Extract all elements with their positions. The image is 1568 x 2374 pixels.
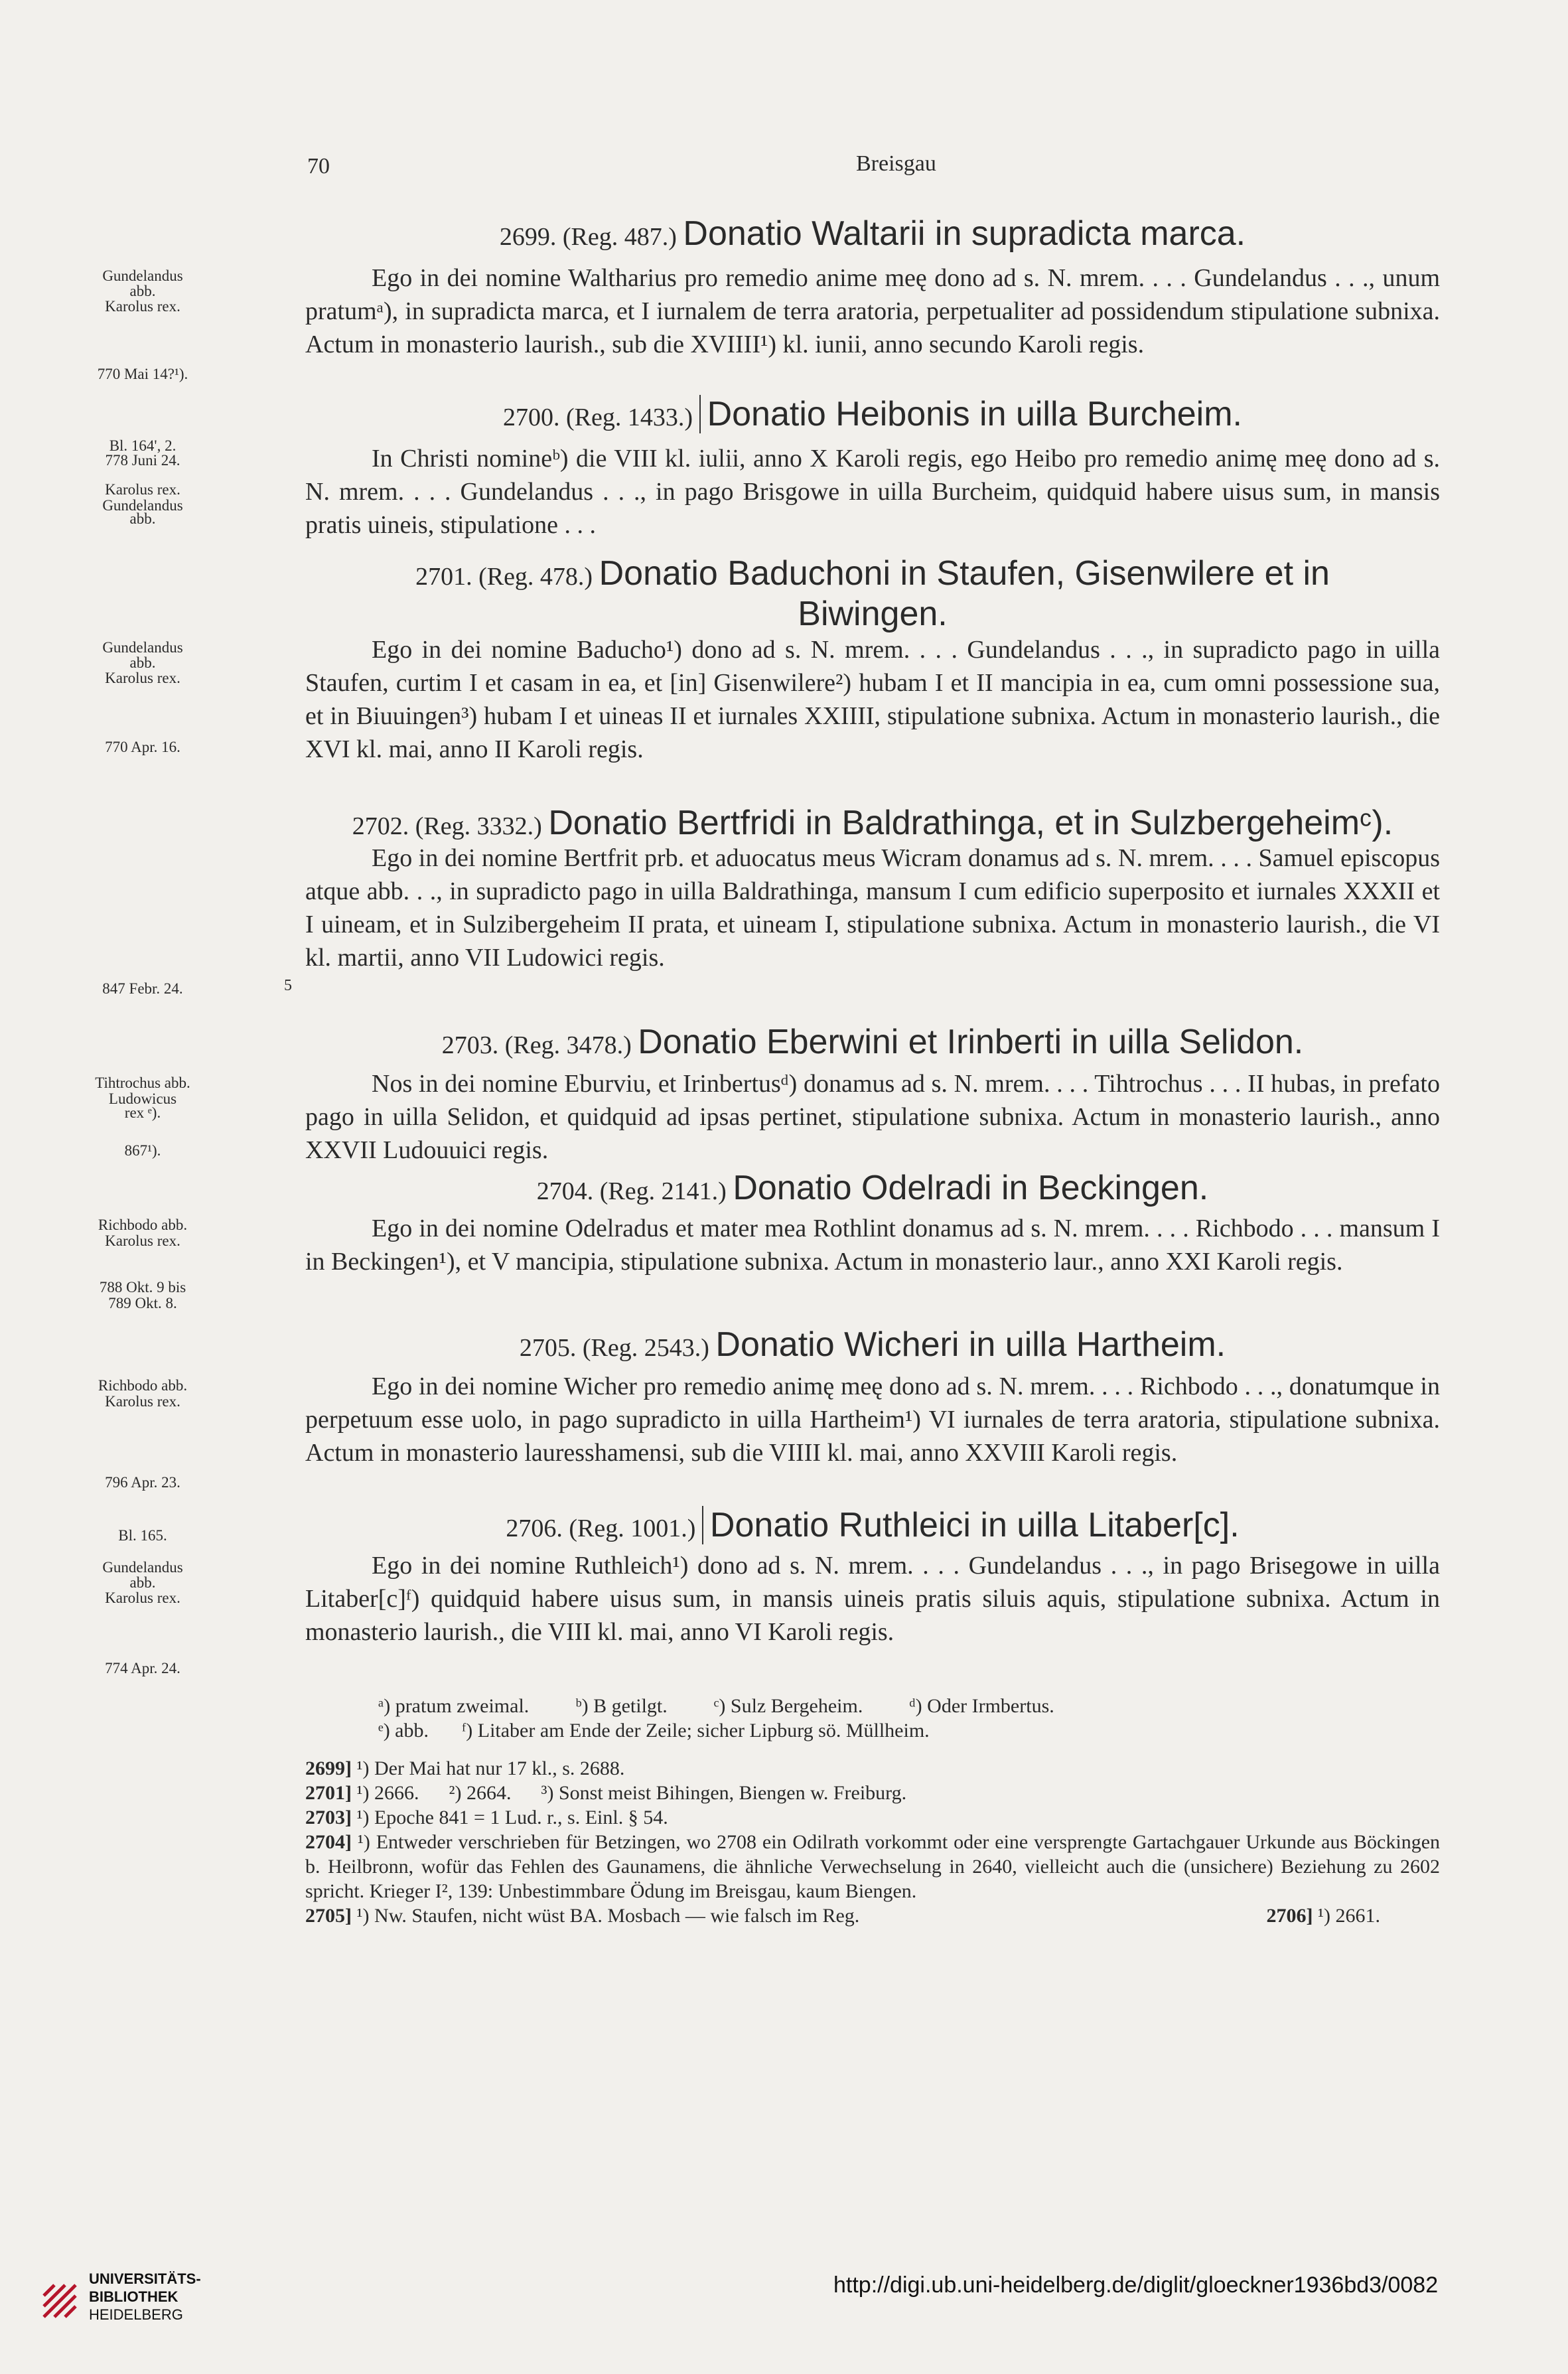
side-ref-2706: Bl. 165. <box>118 1527 167 1544</box>
entry-heading-2699 <box>305 214 1440 254</box>
side-date-2704: 788 Okt. 9 bis 789 Okt. 8. <box>99 1279 186 1311</box>
library-name: UNIVERSITÄTS- BIBLIOTHEK HEIDELBERG <box>89 2270 201 2323</box>
entry-number: 2699. <box>499 223 557 251</box>
side-note-2699: Gundelandus abb. Karolus rex. <box>102 267 183 315</box>
source-url[interactable]: http://digi.ub.uni-heidelberg.de/diglit/gloeckner1936bd3/0082 <box>833 2272 1439 2298</box>
side-note-2704: Richbodo abb. Karolus rex. <box>98 1217 188 1249</box>
page-number: 70 <box>307 154 330 179</box>
side-note-2706: Gundelandus abb. Karolus rex. <box>102 1559 183 1606</box>
side-date-2699: 770 Mai 14?¹). <box>97 366 188 382</box>
side-date-2702: 847 Febr. 24. <box>102 980 183 997</box>
library-logo <box>40 2270 201 2324</box>
entry-text-2706: Ego in dei nomine Ruthleich¹) dono ad s. N. mrem. . . . Gundelandus . . ., in pago Brisegowe in uilla Litaber[c]ᶠ) quidquid habere uisus sum, in mansis uineis pratis siluis aquis, stipulatione subnixa. Actum in monasterio laurish., die VIII kl. mai, anno VI Karoli regis. <box>305 1552 1440 1646</box>
side-date-2706: 774 Apr. 24. <box>105 1660 180 1676</box>
entry-text-2704: Ego in dei nomine Odelradus et mater mea Rothlint donamus ad s. N. mrem. . . . Richbodo . . . mansum I in Beckingen¹), et V mancipia, stipulatione subnixa. Actum in monasterio laur., anno XXI Karoli regis. <box>305 1215 1440 1276</box>
side-date-2705: 796 Apr. 23. <box>105 1474 180 1491</box>
footnotes: 2699] ¹) Der Mai hat nur 17 kl., s. 2688. 2701] ¹) 2666. ²) 2664. ³) Sonst meist Bihingen, Biengen w. Freiburg. 2703] ¹) Epoche 841 = 1 Lud. r., s. Einl. § 54. 2704] ¹) Entweder verschrieben für Betzingen, wo 2708 ein Odilrath vorkommt oder eine versprengte Gartachgauer Urkunde aus Böckingen b. Heilbronn, wofür das Fehlen des Gaunamens, die ähnliche Verwechselung in 2640, vielleicht auch die (unsichere) Beziehung zu 2602 spricht. Krieger I², 139: Unbestimmbare Ödung im Breisgau, kaum Biengen. 2705] ¹) Nw. Staufen, nicht wüst BA. Mosbach — wie falsch im Reg. 2706] ¹) 2661. <box>305 1757 1441 1927</box>
entry-heading-2700: 2700. (Reg. 1433.) Donatio Heibonis in uilla Burcheim. <box>503 395 1242 433</box>
entry-text-2700: In Christi nomineᵇ) die VIII kl. iulii, anno X Karoli regis, ego Heibo pro remedio animę meę dono ad s. N. mrem. . . . Gundelandus . . ., in pago Brisgowe in uilla Burcheim, quidquid habere uisus sum, in mansis pratis uineis, stipulatione . . . <box>305 445 1440 539</box>
side-note-2701: Gundelandus abb. Karolus rex. <box>102 639 183 686</box>
side-ref-2700: Bl. 164', 2. <box>109 437 177 454</box>
entry-title: Donatio Waltarii in supradicta marca. <box>683 214 1246 253</box>
entry-heading-2706: 2706. (Reg. 1001.) Donatio Ruthleici in uilla Litaber[c]. <box>506 1506 1240 1544</box>
line-marker: 5 <box>284 977 292 994</box>
library-emblem-icon <box>40 2273 80 2321</box>
entry-text-2701: Ego in dei nomine Baducho¹) dono ad s. N. mrem. . . . Gundelandus . . ., in supradicto pago in uilla Staufen, curtim I et casam in ea, et [in] Gisenwilere²) hubam I et II mancipia in ea, cum omni possessione sua, et in Biuuingen³) hubam I et uineas II et iurnales XXIIII, stipulatione subnixa. Actum in monasterio laurish., die XVI kl. mai, anno II Karoli regis. <box>305 636 1440 763</box>
entry-text-2703: Nos in dei nomine Eburviu, et Irinbertusᵈ) donamus ad s. N. mrem. . . . Tihtrochus . . . II hubas, in prefato pago in uilla Selidon, et quidquid ad ipsas pertinet, stipulatione subnixa. Actum in monasterio laurish., anno XXVII Ludouuici regis. <box>305 1070 1440 1164</box>
side-date-2703: 867¹). <box>124 1142 161 1159</box>
side-note-2700: Karolus rex. Gundelandus abb. <box>102 481 183 527</box>
variant-notes: ᵃ) pratum zweimal. ᵇ) B getilgt. ᶜ) Sulz Bergeheim. ᵈ) Oder Irmbertus. ᵉ) abb. ᶠ) Litaber am Ende der Zeile; sicher Lipburg sö. Müllheim. <box>378 1695 1054 1742</box>
entry-heading-2701: 2701. (Reg. 478.) Donatio Baduchoni in Staufen, Gisenwilere et in Biwingen. <box>415 554 1330 633</box>
entry-reg: (Reg. 487.) <box>562 223 677 251</box>
entry-text-2705: Ego in dei nomine Wicher pro remedio animę meę dono ad s. N. mrem. . . . Richbodo . . ., donatumque in perpetuum esse uolo, in pago supradicto in uilla Hartheim¹) VI iurnales de terra aratoria, stipulatione subnixa. Actum in monasterio lauresshamensi, sub die VIIII kl. mai, anno XXVIII Karoli regis. <box>305 1372 1440 1467</box>
entry-heading-2703: 2703. (Reg. 3478.) Donatio Eberwini et Irinberti in uilla Selidon. <box>441 1023 1304 1061</box>
entry-text-2702: Ego in dei nomine Bertfrit prb. et aduocatus meus Wicram donamus ad s. N. mrem. . . . Samuel episcopus atque abb. . ., in supradicto pago in uilla Baldrathinga, mansum I cum edificio superposito et iurnales XXXII et I uineam, et in Sulzibergeheim II prata, et uineam I, stipulatione subnixa. Actum in monasterio laurish., die VI kl. martii, anno VII Ludowici regis. <box>305 844 1440 972</box>
side-date-2700: 778 Juni 24. <box>105 452 180 469</box>
entry-heading-2704: 2704. (Reg. 2141.) Donatio Odelradi in Beckingen. <box>536 1169 1209 1207</box>
side-date-2701: 770 Apr. 16. <box>105 739 180 755</box>
side-note-2703: Tihtrochus abb. Ludowicus rex ᵉ). <box>95 1075 190 1121</box>
entry-heading-2705: 2705. (Reg. 2543.) Donatio Wicheri in uilla Hartheim. <box>519 1325 1226 1364</box>
entry-text-2699: Ego in dei nomine Waltharius pro remedio anime meę dono ad s. N. mrem. . . . Gundelandus . . ., unum pratumᵃ), in supradicta marca, et I iurnalem de terra aratoria, perpetualiter ad possidendum stipulatione subnixa. Actum in monasterio laurish., sub die XVIIII¹) kl. iunii, anno secundo Karoli regis. <box>305 264 1440 358</box>
side-note-2705: Richbodo abb. Karolus rex. <box>98 1377 188 1410</box>
running-title: Breisgau <box>856 151 936 176</box>
entry-heading-2702: 2702. (Reg. 3332.) Donatio Bertfridi in Baldrathinga, et in Sulzbergeheimᶜ). <box>352 804 1393 842</box>
